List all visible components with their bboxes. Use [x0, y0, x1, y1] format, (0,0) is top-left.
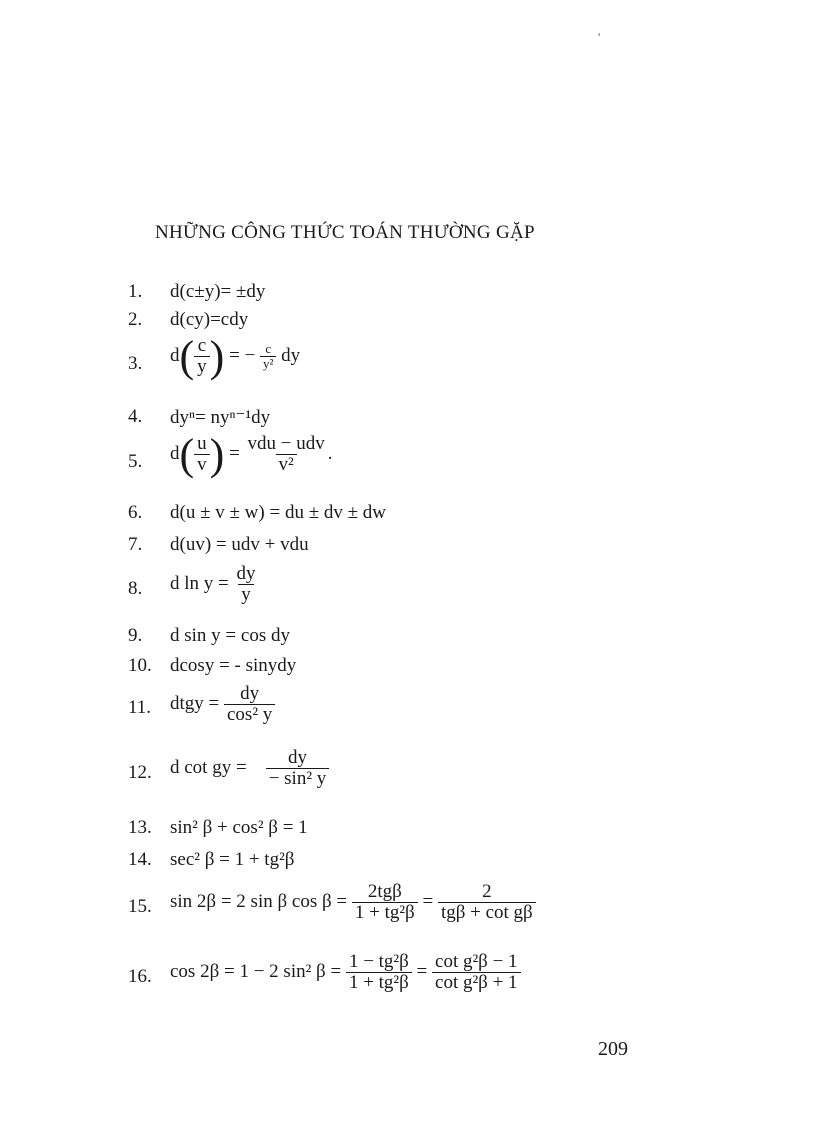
formula-number: 15. [128, 896, 152, 917]
formula-expression: dcosy = - sinydy [170, 655, 297, 676]
fraction [234, 564, 259, 605]
formula-prefix: dtgy = [170, 692, 220, 714]
formula-operator: = − [229, 344, 256, 366]
formula-number: 1. [128, 281, 143, 302]
fraction [224, 684, 275, 725]
formula-number: 16. [128, 966, 152, 987]
formula-expression [170, 684, 275, 725]
formula-number: 3. [128, 353, 143, 374]
page-title: NHỮNG CÔNG THỨC TOÁN THƯỜNG GẶP [155, 222, 535, 243]
formula-expression: sin² β + cos² β = 1 [170, 817, 308, 838]
formula-expression: sec² β = 1 + tg²β [170, 849, 295, 870]
numerator: dy [236, 563, 256, 584]
numerator: dy [240, 683, 260, 704]
formula-number: 6. [128, 502, 143, 523]
formula-number: 7. [128, 534, 143, 555]
fraction [438, 882, 536, 923]
formula-expression [170, 748, 329, 789]
formula-suffix: dy [281, 344, 301, 366]
denominator: 1 + tg²β [352, 902, 418, 923]
formula-prefix: d ln y = [170, 572, 229, 594]
formula-operator: = [416, 960, 428, 982]
fraction [432, 952, 521, 993]
formula-number: 11. [128, 697, 152, 718]
page-number: 209 [598, 1038, 628, 1060]
numerator: 2tgβ [367, 881, 402, 902]
formula-expression: d( $\frac{u}{v}$ ) = $\frac{\text{vdu − udv}}{\text{v²}}$ . [170, 429, 333, 479]
fraction [194, 434, 210, 475]
formula-operator: = [422, 890, 434, 912]
formula-expression [170, 882, 536, 923]
formula-prefix: sin 2β = 2 sin β cos β = [170, 890, 348, 912]
formula-expression: d( $\frac{c}{y}$ ) = − $\frac{c}{\text{y²}}$ dy [170, 331, 301, 381]
numerator: cot g²β − 1 [435, 951, 518, 972]
formula-number: 12. [128, 762, 152, 783]
formula-expression: dyⁿ= nyⁿ⁻¹dy [170, 407, 271, 428]
numerator: u [197, 433, 207, 454]
formula-number: 10. [128, 655, 152, 676]
formula-operator: = [229, 442, 240, 464]
formula-expression: d(u ± v ± w) = du ± dv ± dw [170, 502, 387, 523]
fraction [352, 882, 418, 923]
numerator: 1 − tg²β [348, 951, 409, 972]
fraction [260, 342, 276, 370]
denominator: tgβ + cot gβ [438, 902, 536, 923]
formula-prefix: d cot gy = [170, 756, 247, 778]
formula-expression: d(uv) = udv + vdu [170, 534, 309, 555]
numerator: 2 [482, 881, 492, 902]
fraction [266, 748, 330, 789]
denominator: y [238, 584, 254, 605]
formula-number: 8. [128, 578, 143, 599]
denominator: cos² y [224, 704, 275, 725]
formula-prefix: d [170, 442, 180, 464]
formula-number: 14. [128, 849, 152, 870]
numerator: c [265, 341, 272, 357]
formula-number: 4. [128, 406, 143, 427]
formula-suffix: . [327, 442, 333, 464]
denominator: cot g²β + 1 [432, 972, 521, 993]
formula-prefix: d [170, 344, 180, 366]
numerator: c [197, 335, 207, 356]
formula-number: 5. [128, 451, 143, 472]
denominator: v² [276, 454, 297, 475]
fraction [194, 336, 210, 377]
formula-prefix: cos 2β = 1 − 2 sin² β = [170, 960, 342, 982]
numerator: vdu − udv [247, 433, 325, 454]
formula-number: 9. [128, 625, 143, 646]
formula-number: 2. [128, 309, 143, 330]
formula-expression: d(c±y)= ±dy [170, 281, 266, 302]
denominator: y [194, 356, 210, 377]
formula-expression [170, 564, 259, 605]
formula-expression [170, 952, 521, 993]
denominator: y² [260, 356, 276, 371]
stray-mark: ′ [598, 30, 601, 44]
denominator: 1 + tg²β [346, 972, 412, 993]
fraction [346, 952, 412, 993]
denominator: − sin² y [266, 768, 330, 789]
formula-expression: d sin y = cos dy [170, 625, 290, 646]
numerator: dy [287, 747, 307, 768]
formula-expression: d(cy)=cdy [170, 309, 249, 330]
fraction [245, 434, 328, 475]
denominator: v [194, 454, 210, 475]
formula-number: 13. [128, 817, 152, 838]
